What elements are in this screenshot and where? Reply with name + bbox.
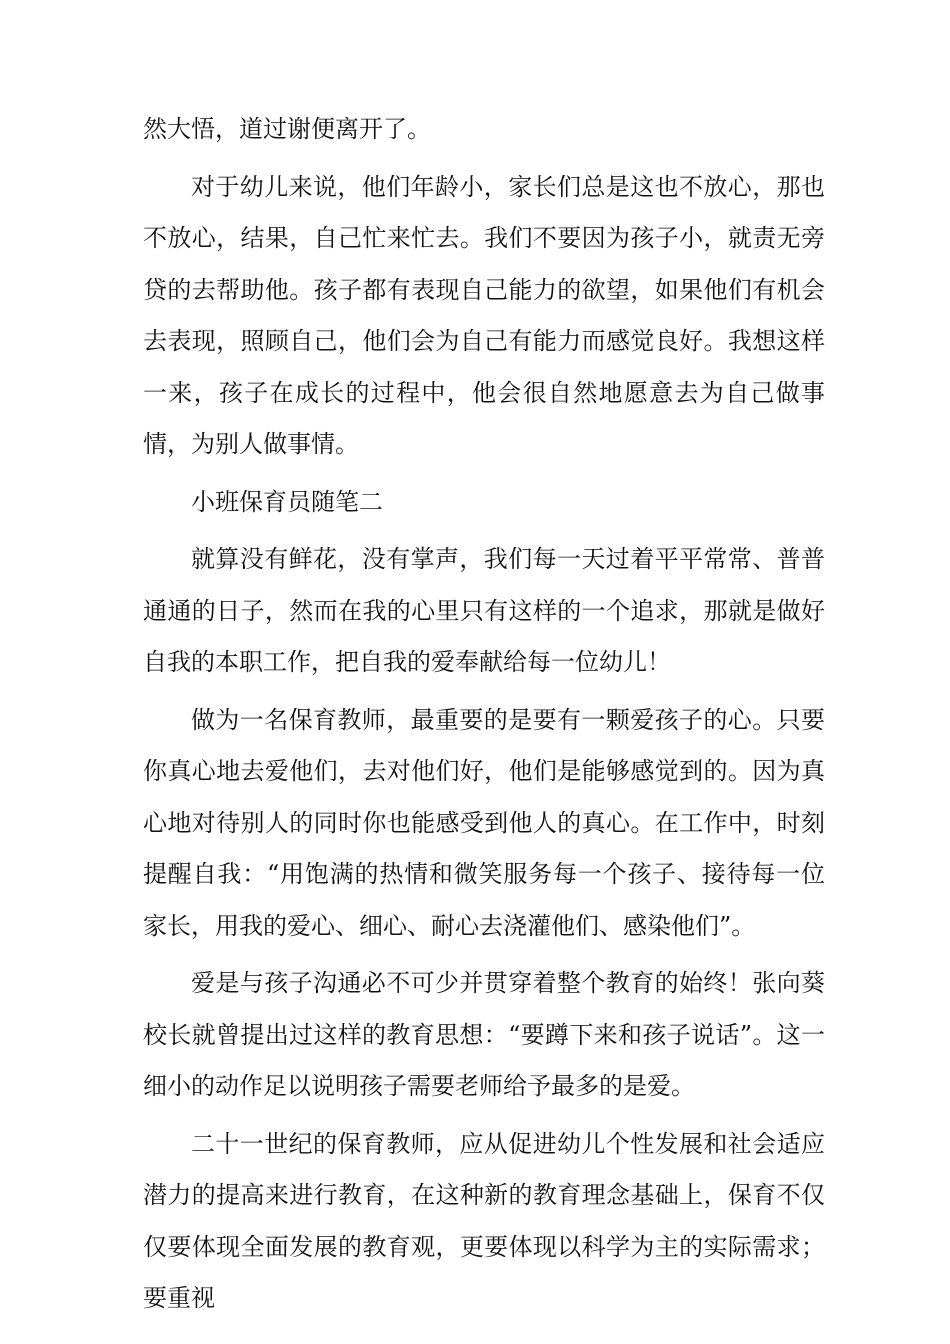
paragraph-continuation: 然大悟，道过谢便离开了。: [143, 115, 431, 143]
paragraph-love-communication: 爱是与孩子沟通必不可少并贯穿着整个教育的始终！张向葵校长就曾提出过这样的教育思想：“要蹲下来和孩子说话”。这一细小的动作足以说明孩子需要老师给予最多的是爱。: [143, 969, 825, 1100]
paragraph-self-care: 对于幼儿来说，他们年龄小，家长们总是这也不放心，那也不放心，结果，自己忙来忙去。我们不要因为孩子小，就责无旁贷的去帮助他。孩子都有表现自己能力的欲望，如果他们有机会去表现，照顾自己，他们会为自己有能力而感觉良好。我想这样一来，孩子在成长的过程中，他会很自然地愿意去为自己做事情，为别人做事情。: [143, 172, 825, 458]
section-heading: 小班保育员随笔二: [191, 487, 383, 516]
paragraph-no-flowers: 就算没有鲜花，没有掌声，我们每一天过着平平常常、普普通通的日子，然而在我的心里只有这样的一个追求，那就是做好自我的本职工作，把自我的爱奉献给每一位幼儿！: [143, 545, 825, 676]
paragraph-loving-heart: 做为一名保育教师，最重要的是要有一颗爱孩子的心。只要你真心地去爱他们，去对他们好，他们是能够感觉到的。因为真心地对待别人的同时你也能感受到他人的真心。在工作中，时刻提醒自我：“用饱满的热情和微笑服务每一个孩子、接待每一位家长，用我的爱心、细心、耐心去浇灌他们、感染他们”。: [143, 705, 825, 940]
paragraph-21st-century: 二十一世纪的保育教师，应从促进幼儿个性发展和社会适应潜力的提高来进行教育，在这种新的教育理念基础上，保育不仅仅要体现全面发展的教育观，更要体现以科学为主的实际需求；要重视: [143, 1129, 825, 1312]
document-body: [143, 104, 825, 1325]
